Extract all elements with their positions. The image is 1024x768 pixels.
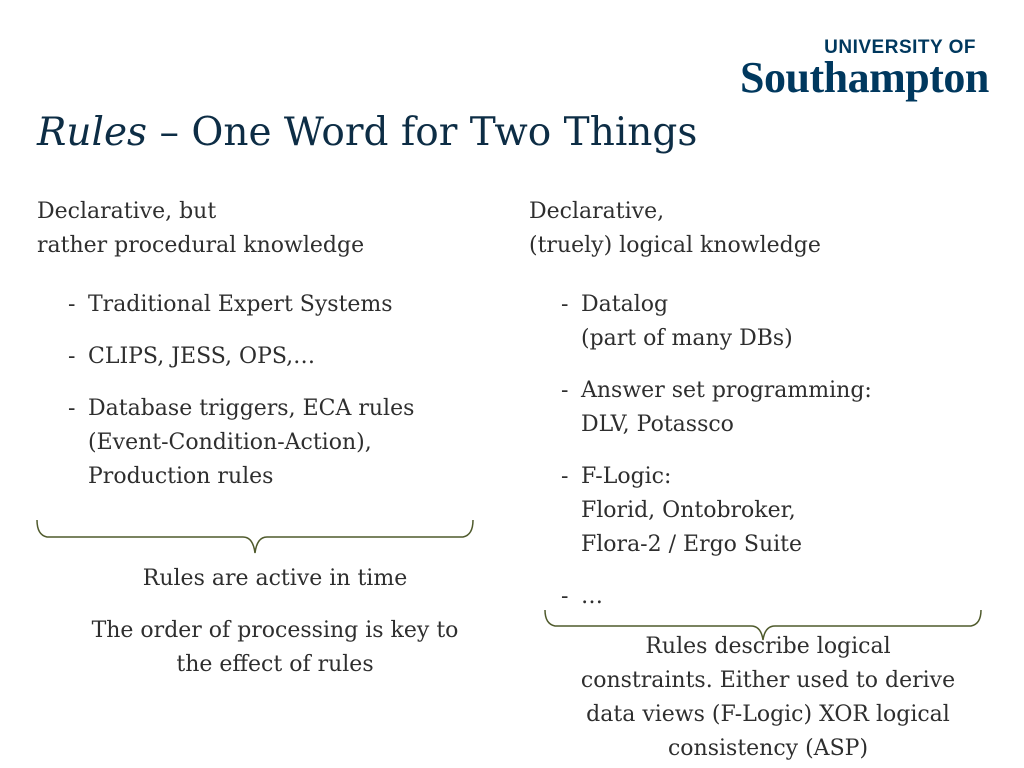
left-caption-active: Rules are active in time (142, 566, 408, 591)
right-heading (529, 195, 821, 263)
left-heading-line-1: Declarative, but (37, 199, 217, 224)
list-item-line: Production rules (88, 464, 274, 489)
left-item-expert-systems (68, 288, 414, 322)
right-caption (548, 630, 988, 766)
list-item-line: Flora-2 / Ergo Suite (581, 532, 803, 557)
caption-line: The order of processing is key to (91, 618, 459, 643)
left-heading-line-2: rather procedural knowledge (37, 233, 365, 258)
list-item-line: - Database triggers, ECA rules (88, 396, 415, 421)
list-item-line: (Event-Condition-Action), (88, 430, 372, 455)
list-item-line: (part of many DBs) (581, 326, 793, 351)
list-item-line: - CLIPS, JESS, OPS,… (88, 344, 316, 369)
left-item-triggers (68, 392, 414, 494)
list-item-line: - Traditional Expert Systems (88, 292, 393, 317)
right-list (561, 288, 872, 632)
title-italic: Rules (37, 110, 148, 155)
left-list (68, 288, 414, 512)
right-heading-line-2: (truely) logical knowledge (529, 233, 821, 258)
right-item-flogic (561, 460, 872, 562)
left-item-clips (68, 340, 414, 374)
list-item-line: Florid, Ontobroker, (581, 498, 796, 523)
right-item-datalog (561, 288, 872, 356)
left-heading (37, 195, 364, 263)
right-item-asp (561, 374, 872, 442)
caption-line: the effect of rules (176, 652, 374, 677)
list-item-line: - Answer set programming: (581, 378, 872, 403)
list-item-line: - … (581, 584, 603, 609)
logo-main-text: Southampton (740, 53, 989, 102)
right-heading-line-1: Declarative, (529, 199, 665, 224)
caption-line: Rules describe logical (645, 634, 891, 659)
caption-line: data views (F-Logic) XOR logical (586, 702, 950, 727)
list-item-line: - F-Logic: (581, 464, 672, 489)
left-brace (30, 515, 480, 560)
caption-line: constraints. Either used to derive (580, 668, 956, 693)
slide-title (37, 110, 697, 155)
title-rest: – One Word for Two Things (147, 110, 698, 155)
left-caption-order (40, 614, 510, 682)
list-item-line: DLV, Potassco (581, 412, 734, 437)
logo-top-text: UNIVERSITY OF (824, 37, 976, 58)
caption-line: consistency (ASP) (667, 736, 869, 761)
list-item-line: - Datalog (581, 292, 669, 317)
